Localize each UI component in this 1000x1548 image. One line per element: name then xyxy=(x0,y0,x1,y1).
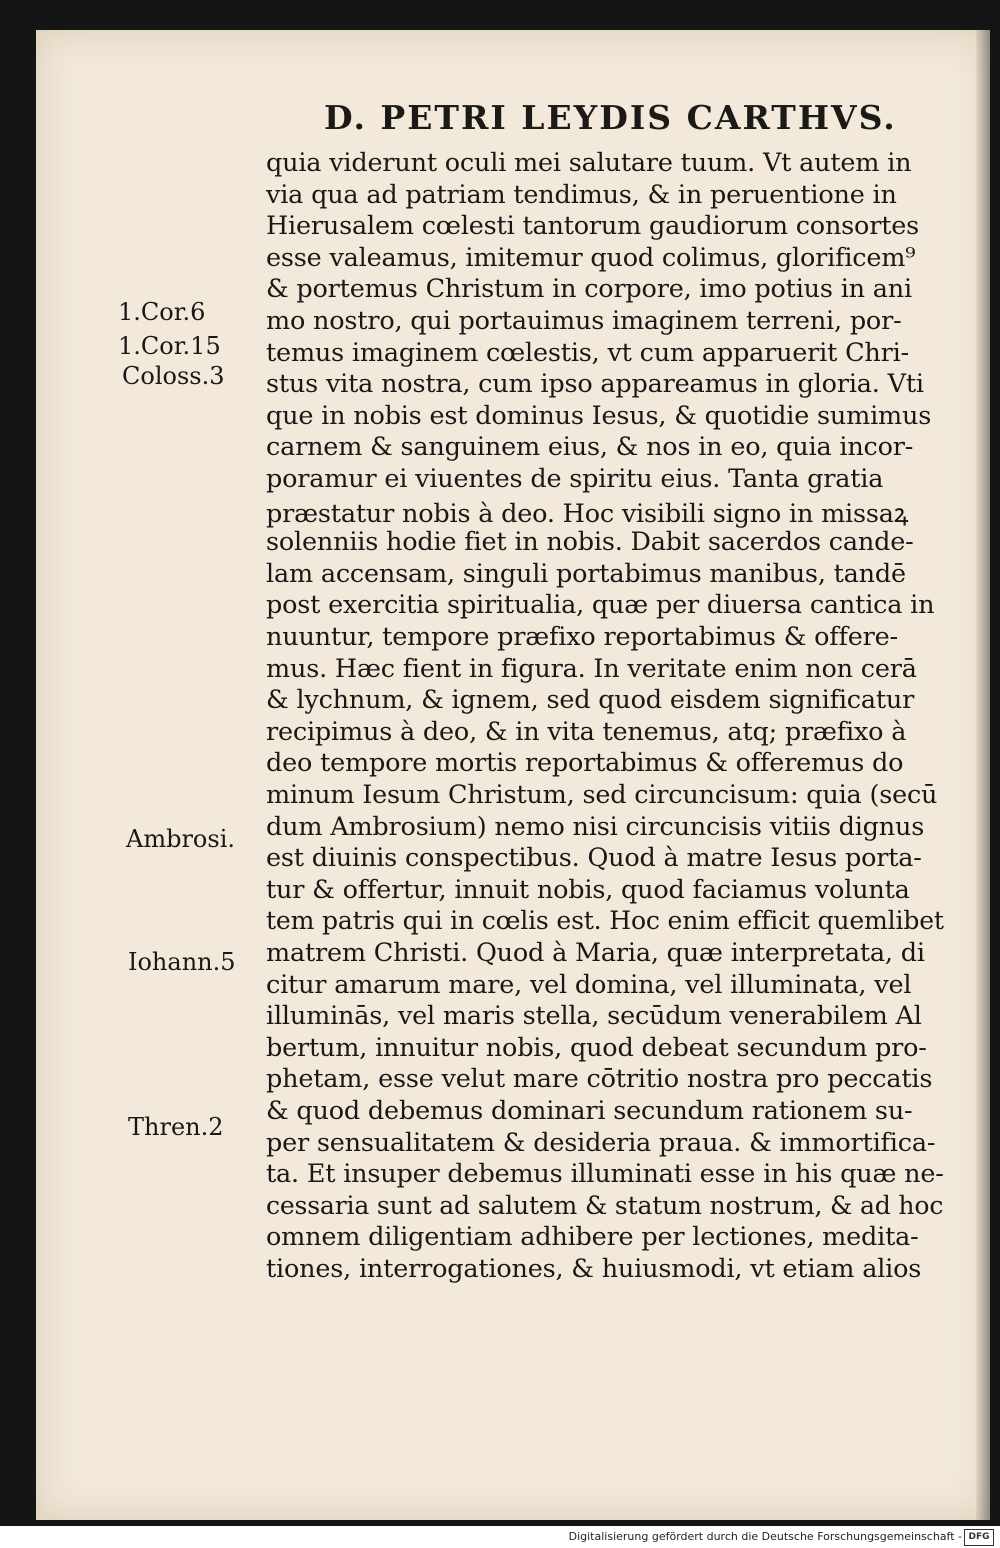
text-line: carnem & sanguinem eius, & nos in eo, quia incor- xyxy=(266,432,914,463)
footer-bar xyxy=(0,1526,1000,1548)
text-line: est diuinis conspectibus. Quod à matre Iesus porta- xyxy=(266,843,922,874)
text-line: post exercitia spiritualia, quæ per diuersa cantica in xyxy=(266,590,935,621)
text-line: que in nobis est dominus Iesus, & quotidie sumimus xyxy=(266,400,932,431)
dfg-logo: DFG xyxy=(964,1529,994,1546)
text-line: illuminās, vel maris stella, secūdum venerabilem Al xyxy=(266,1001,922,1032)
text-line: poramur ei viuentes de spiritu eius. Tanta gratia xyxy=(266,464,884,494)
text-line: dum Ambrosium) nemo nisi circuncisis vitiis dignus xyxy=(266,811,925,842)
text-line: omnem diligentiam adhibere per lectiones, medita- xyxy=(266,1222,919,1253)
text-line: deo tempore mortis reportabimus & offeremus do xyxy=(266,748,904,779)
text-line: bertum, innuitur nobis, quod debeat secundum pro- xyxy=(266,1032,927,1063)
text-line: mo nostro, qui portauimus imaginem terreni, por- xyxy=(266,306,902,336)
text-line: mus. Hæc fient in figura. In veritate enim non cerā xyxy=(266,653,917,684)
text-line: quia viderunt oculi mei salutare tuum. Vt autem in xyxy=(266,148,912,178)
text-line: & lychnum, & ignem, sed quod eisdem significatur xyxy=(266,685,915,716)
text-line: tur & offertur, innuit nobis, quod faciamus volunta xyxy=(266,874,910,905)
footer-credit: Digitalisierung gefördert durch die Deutsche Forschungsgemeinschaft - xyxy=(568,1530,962,1543)
margin-note: Ambrosi. xyxy=(126,825,235,853)
text-line: phetam, esse velut mare cōtritio nostra pro peccatis xyxy=(266,1064,933,1095)
running-header: D. PETRI LEYDIS CARTHVS. xyxy=(324,98,897,137)
margin-note: 1.Cor.6 xyxy=(118,298,206,326)
margin-note: Iohann.5 xyxy=(128,948,236,976)
text-line: & portemus Christum in corpore, imo potius in ani xyxy=(266,274,912,305)
text-line: stus vita nostra, cum ipso appareamus in gloria. Vti xyxy=(266,369,924,400)
text-line: tiones, interrogationes, & huiusmodi, vt etiam alios xyxy=(266,1254,922,1284)
text-line: temus imaginem cœlestis, vt cum apparuerit Chri- xyxy=(266,337,909,368)
text-line: via qua ad patriam tendimus, & in peruentione in xyxy=(266,179,897,210)
margin-note: Coloss.3 xyxy=(122,362,225,390)
text-line: minum Iesum Christum, sed circuncisum: quia (secū xyxy=(266,780,938,810)
text-line: nuuntur, tempore præfixo reportabimus & offere- xyxy=(266,622,898,652)
page-edge-shadow xyxy=(976,30,990,1520)
text-line: cessaria sunt ad salutem & statum nostrum, & ad hoc xyxy=(266,1190,944,1221)
text-line: esse valeamus, imitemur quod colimus, glorificem⁹ xyxy=(266,242,916,273)
text-line: lam accensam, singuli portabimus manibus, tandē xyxy=(266,558,906,589)
text-line: solenniis hodie fiet in nobis. Dabit sacerdos cande- xyxy=(266,527,914,558)
text-line: per sensualitatem & desideria praua. & immortifica- xyxy=(266,1127,936,1158)
text-line: citur amarum mare, vel domina, vel illuminata, vel xyxy=(266,969,912,1000)
text-line: præstatur nobis à deo. Hoc visibili signo in missaꝝ xyxy=(266,498,909,529)
text-line: ta. Et insuper debemus illuminati esse in his quæ ne- xyxy=(266,1159,944,1190)
text-line: Hierusalem cœlesti tantorum gaudiorum consortes xyxy=(266,211,920,242)
text-line: recipimus à deo, & in vita tenemus, atq; præfixo à xyxy=(266,716,907,747)
text-line: & quod debemus dominari secundum rationem su- xyxy=(266,1096,913,1126)
text-line: tem patris qui in cœlis est. Hoc enim efficit quemlibet xyxy=(266,906,944,937)
text-line: matrem Christi. Quod à Maria, quæ interpretata, di xyxy=(266,938,925,968)
margin-note: 1.Cor.15 xyxy=(118,332,221,360)
margin-note: Thren.2 xyxy=(128,1113,224,1141)
